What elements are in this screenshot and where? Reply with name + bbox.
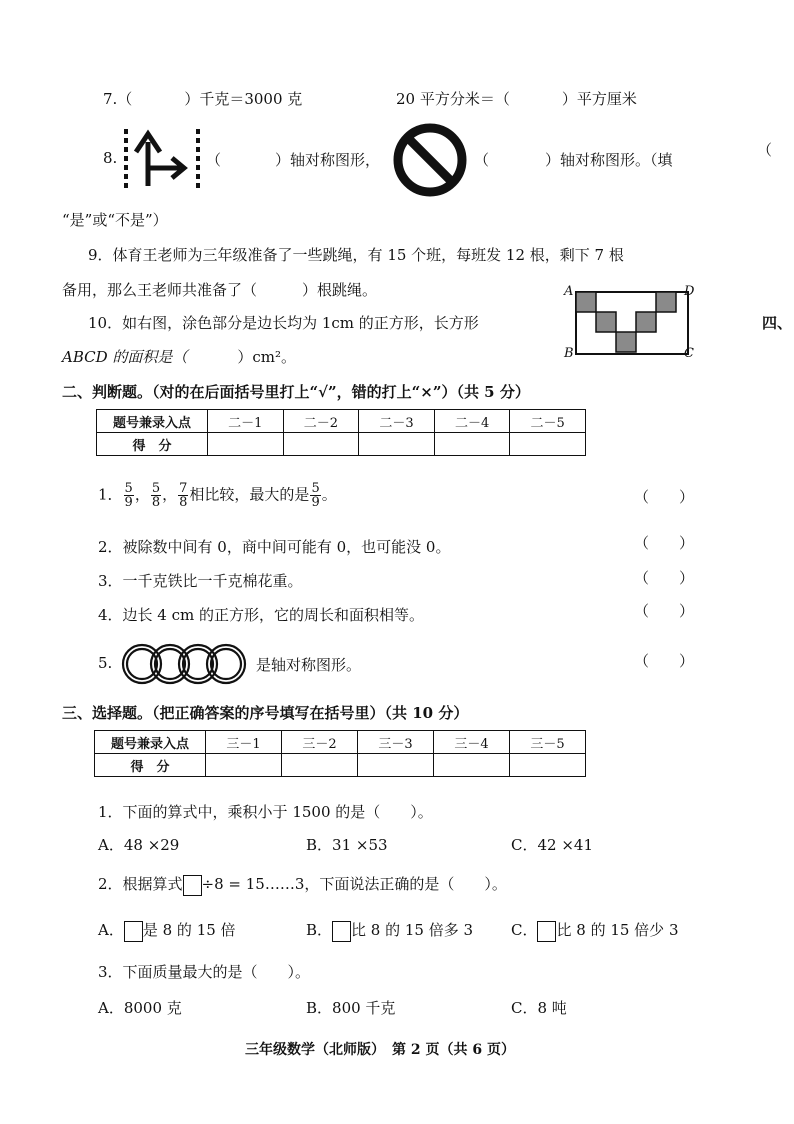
s3-q1-stem: 1．下面的算式中，乘积小于 1500 的是（ ）。 [98, 803, 433, 821]
frac-num: 5 [124, 481, 133, 496]
s2-item5-answer-paren[interactable]: （ ） [634, 652, 695, 670]
table-header-cell: 二－3 [359, 410, 435, 433]
table-header-cell: 二－5 [510, 410, 586, 433]
table-row [95, 731, 586, 754]
s2-item5-num: 5. [98, 654, 113, 672]
score-cell[interactable] [208, 433, 284, 456]
q7-right-post: ）平方厘米 [561, 90, 637, 108]
s3-q3-option-a[interactable]: A．8000 克 [98, 999, 182, 1017]
option-letter: C． [511, 921, 538, 939]
q8-part1 [206, 149, 380, 170]
s2-item2-text: 2．被除数中间有 0，商中间可能有 0，也可能没 0。 [98, 538, 451, 556]
option-text: 比 8 的 15 倍少 3 [556, 921, 679, 939]
section3-title: 三、选择题。（把正确答案的序号填写在括号里）（共 10 分） [62, 704, 469, 722]
s3-q2-stem-pre: 2．根据算式 [98, 875, 183, 893]
table-header-cell: 三－5 [510, 731, 586, 754]
table-row [97, 410, 586, 433]
score-cell[interactable] [358, 754, 434, 777]
label-d: D [684, 284, 695, 299]
table-header-cell: 二－1 [208, 410, 284, 433]
q8-part2 [474, 149, 673, 170]
s3-q2-stem-post: ÷8 = 15……3，下面说法正确的是（ ）。 [201, 875, 507, 893]
section2-title: 二、判断题。（对的在后面括号里打上“√”，错的打上“×”）（共 5 分） [62, 383, 530, 401]
s2-item1: 1． $\frac{5}{9}$ ， $\frac{5}{8}$ ， $\frac{7}{8}$ 相比较，最大的是 $\frac{5}{9}$ 。 [98, 481, 337, 510]
q10-text-post: ）cm²。 [237, 348, 297, 366]
table-row [95, 754, 586, 777]
q7-right [396, 88, 637, 109]
score-cell[interactable] [434, 754, 510, 777]
option-text: 比 8 的 15 倍多 3 [351, 921, 474, 939]
q7-left-post: ）千克＝3000 克 [184, 90, 303, 108]
frac-num: 7 [179, 481, 188, 496]
s3-q2-stem [98, 873, 507, 896]
q8-continuation: “是”或“不是”） [62, 211, 168, 229]
section3-score-table [94, 730, 586, 777]
table-header-cell: 三－2 [282, 731, 358, 754]
section2-score-table [96, 409, 586, 456]
s3-q2-option-c[interactable] [511, 919, 679, 942]
frac-den: 8 [179, 495, 188, 510]
s3-q1-option-c[interactable]: C．42 ×41 [511, 836, 593, 854]
q7-left [103, 88, 302, 109]
page-footer: 三年级数学（北师版） 第 2 页（共 6 页） [245, 1042, 515, 1058]
score-cell[interactable] [359, 433, 435, 456]
q8-text-2: ）轴对称图形。（填 [545, 151, 673, 169]
frac-num: 5 [151, 481, 161, 496]
margin-section-four: 四、 [762, 314, 792, 332]
square-box-icon [124, 921, 143, 942]
table-header-cell: 二－2 [283, 410, 359, 433]
s2-item2-answer-paren[interactable]: （ ） [634, 534, 695, 552]
square-box-icon [183, 875, 202, 896]
s2-item1-answer-paren[interactable]: （ ） [634, 488, 695, 506]
q10-line1: 10．如右图，涂色部分是边长均为 1cm 的正方形，长方形 [88, 314, 479, 332]
score-cell[interactable] [434, 433, 510, 456]
s3-q3-stem: 3．下面质量最大的是（ ）。 [98, 963, 311, 981]
s2-item3-answer-paren[interactable]: （ ） [634, 569, 695, 587]
table-header-cell: 题号兼录入点 [97, 410, 208, 433]
fraction-5-8 [151, 482, 161, 509]
s3-q3-option-b[interactable]: B．800 千克 [306, 999, 396, 1017]
table-header-cell: 三－1 [206, 731, 282, 754]
frac-den: 8 [151, 495, 161, 510]
score-cell[interactable] [510, 433, 586, 456]
q10-line2 [62, 346, 296, 367]
q8-open-paren-2: （ [474, 151, 490, 169]
s3-q1-option-a[interactable]: A．48 ×29 [98, 836, 180, 854]
olympic-rings-icon [118, 640, 252, 688]
s2-item5-text: 是轴对称图形。 [256, 656, 362, 674]
square-box-icon [537, 921, 556, 942]
table-header-cell: 三－3 [358, 731, 434, 754]
fraction-5-9 [124, 482, 134, 509]
score-cell[interactable] [282, 754, 358, 777]
q9-line2: 备用，那么王老师共准备了（ ）根跳绳。 [62, 281, 378, 299]
label-b: B [564, 346, 574, 361]
table-header-cell: 三－4 [434, 731, 510, 754]
s3-q1-option-b[interactable]: B．31 ×53 [306, 836, 388, 854]
s2-item3-text: 3．一千克铁比一千克棉花重。 [98, 572, 303, 590]
q8-number: 8. [103, 149, 118, 167]
rectangle-abcd-figure [560, 282, 700, 362]
score-cell[interactable] [206, 754, 282, 777]
table-row [97, 433, 586, 456]
label-a: A [564, 284, 574, 299]
margin-paren: （ [757, 141, 773, 159]
frac-num: 5 [311, 481, 320, 496]
q7-left-pre: 7.（ [103, 90, 133, 108]
q8-open-paren: （ [206, 151, 222, 169]
s3-q2-option-a[interactable] [98, 919, 236, 942]
s2-item4-text: 4．边长 4 cm 的正方形，它的周长和面积相等。 [98, 606, 425, 624]
s2-item4-answer-paren[interactable]: （ ） [634, 602, 695, 620]
s3-q3-option-c[interactable]: C．8 吨 [511, 999, 567, 1017]
score-row-label: 得 分 [95, 754, 206, 777]
option-text: 是 8 的 15 倍 [142, 921, 236, 939]
q7-right-pre: 20 平方分米＝（ [396, 90, 510, 108]
frac-den: 9 [311, 495, 320, 510]
s2-item1-text: 相比较，最大的是 [189, 485, 310, 504]
q9-line1: 9．体育王老师为三年级准备了一些跳绳，有 15 个班，每班发 12 根，剩下 7 根 [88, 246, 624, 264]
q8-text-1: ）轴对称图形， [275, 151, 381, 169]
score-cell[interactable] [510, 754, 586, 777]
score-cell[interactable] [283, 433, 359, 456]
arrow-figure-icon [122, 126, 204, 190]
s2-item1-end: 。 [321, 485, 337, 504]
fraction-7-8 [178, 482, 188, 509]
frac-den: 9 [124, 495, 133, 510]
label-c: C [684, 346, 694, 361]
prohibition-sign-icon [391, 121, 469, 199]
fraction-answer [310, 482, 320, 509]
square-box-icon [332, 921, 351, 942]
table-header-cell: 二－4 [434, 410, 510, 433]
score-row-label: 得 分 [97, 433, 208, 456]
table-header-cell: 题号兼录入点 [95, 731, 206, 754]
q10-text-pre: ABCD 的面积是（ [62, 348, 188, 366]
s2-item1-num: 1． [98, 485, 123, 504]
option-letter: B． [306, 921, 333, 939]
option-letter: A． [98, 921, 124, 939]
s3-q2-option-b[interactable] [306, 919, 473, 942]
